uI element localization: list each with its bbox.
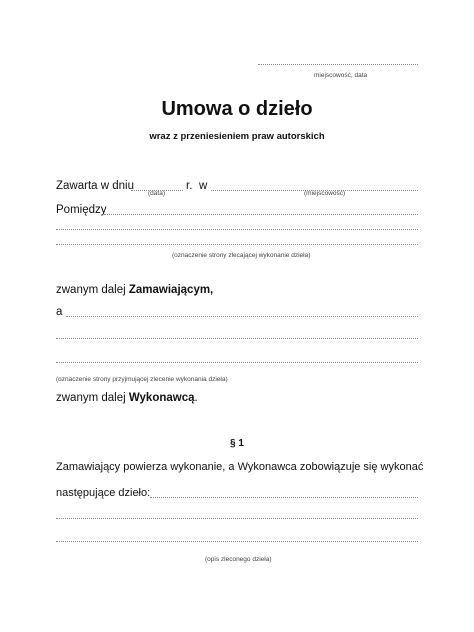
date-caption: (data) (148, 190, 165, 197)
client-called-line (56, 284, 213, 296)
place-date-line[interactable] (258, 64, 418, 65)
contractor-line-3[interactable] (56, 362, 418, 363)
contractor-period: . (194, 392, 198, 404)
concluded-on-label: Zawarta w dniu (56, 180, 134, 192)
document-subtitle: wraz z przeniesieniem praw autorskich (149, 131, 325, 142)
client-line-1[interactable] (104, 214, 418, 215)
w-label: w (199, 180, 208, 192)
place-date-caption: miejscowość, data (314, 72, 368, 79)
work-caption: (opis zleconego dzieła) (205, 556, 272, 563)
section-1-line-1: Zamawiający powierza wykonanie, a Wykonawca zobowiązuje się wykonać (56, 461, 424, 473)
work-line-3[interactable] (56, 541, 418, 542)
r-label: r. (186, 180, 193, 192)
work-line-1[interactable] (150, 497, 418, 498)
client-line-2[interactable] (56, 229, 418, 230)
called-prefix: zwanym dalej (56, 284, 126, 296)
client-line-3[interactable] (56, 244, 418, 245)
and-label: a (56, 306, 63, 318)
contractor-name: Wykonawcą (128, 392, 195, 404)
place-caption: (miejscowość) (304, 190, 346, 197)
contractor-called-line (56, 392, 198, 404)
called-prefix-2: zwanym dalej (56, 392, 126, 404)
contractor-line-2[interactable] (56, 338, 418, 339)
document-title: Umowa o dzieło (161, 98, 313, 120)
section-1-line-2: następujące dzieło: (56, 487, 151, 499)
between-label: Pomiędzy (56, 204, 107, 216)
client-name: Zamawiającym, (128, 284, 214, 296)
section-1-heading: § 1 (230, 438, 244, 449)
client-caption: (oznaczenie strony zlecającej wykonanie dzieła) (172, 252, 311, 259)
contractor-line-1[interactable] (66, 316, 418, 317)
contractor-caption: (oznaczenie strony przyjmującej zlecenie wykonania dzieła) (56, 376, 228, 383)
work-line-2[interactable] (56, 518, 418, 519)
